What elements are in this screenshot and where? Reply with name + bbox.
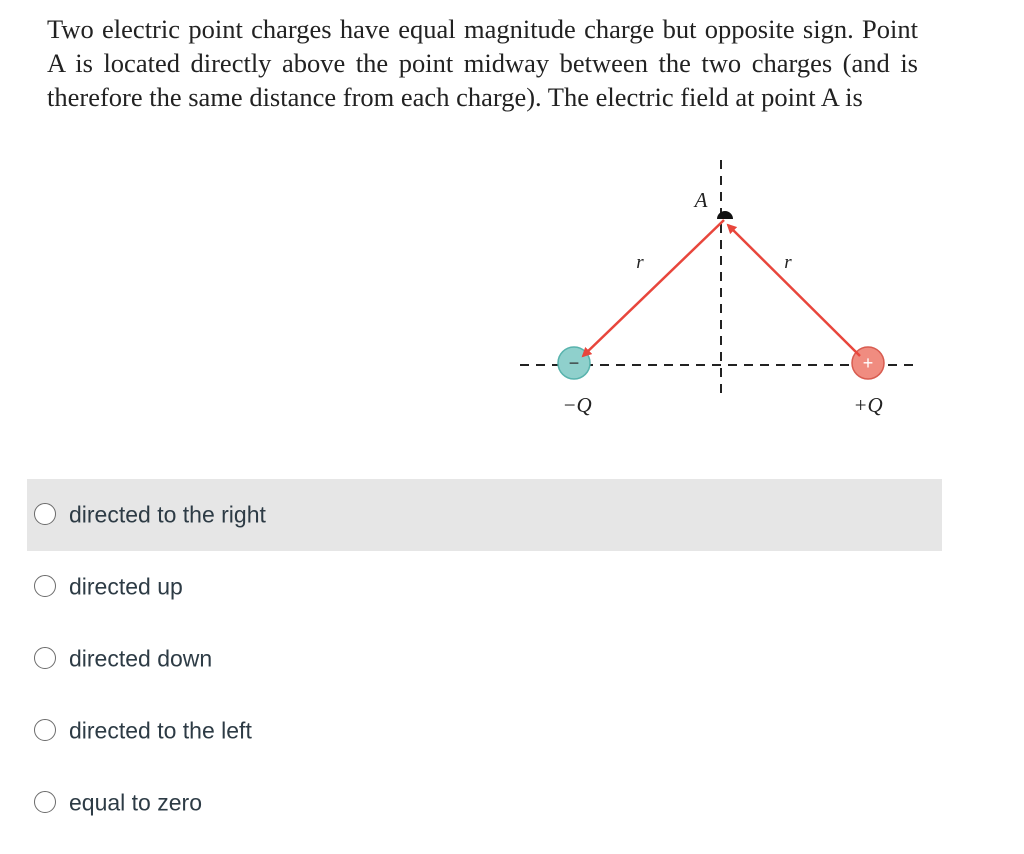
option-label[interactable]: directed up (69, 573, 183, 600)
negative-charge-sign: − (568, 353, 580, 373)
radio-button[interactable] (34, 791, 56, 813)
charge-diagram (515, 150, 915, 430)
radio-button[interactable] (34, 575, 56, 597)
option-equal-zero[interactable] (27, 767, 942, 839)
option-label[interactable]: directed to the left (69, 717, 252, 744)
point-a-marker (717, 211, 733, 219)
field-vector-left (583, 220, 724, 356)
positive-charge-sign: + (862, 353, 874, 373)
option-label[interactable]: directed down (69, 645, 213, 672)
negative-charge-label: −Q (562, 393, 592, 417)
point-a-label: A (694, 188, 708, 212)
option-directed-down[interactable] (27, 623, 942, 695)
radio-button[interactable] (34, 503, 56, 525)
option-directed-right[interactable] (27, 479, 942, 551)
radio-button[interactable] (34, 719, 56, 741)
option-label[interactable]: directed to the right (69, 501, 266, 528)
option-label[interactable]: equal to zero (69, 789, 202, 816)
radio-button[interactable] (34, 647, 56, 669)
answer-options (27, 479, 942, 839)
positive-charge-label: +Q (853, 393, 883, 417)
question-text: Two electric point charges have equal magnitude charge but opposite sign. Point A is located directly above the point midway between the two charges (and is therefore the same distance from each charge). The electric field at point A is (47, 14, 918, 112)
distance-label-right: r (784, 252, 792, 273)
field-vector-right (728, 225, 860, 356)
option-directed-left[interactable] (27, 695, 942, 767)
option-directed-up[interactable] (27, 551, 942, 623)
distance-label-left: r (636, 252, 644, 273)
